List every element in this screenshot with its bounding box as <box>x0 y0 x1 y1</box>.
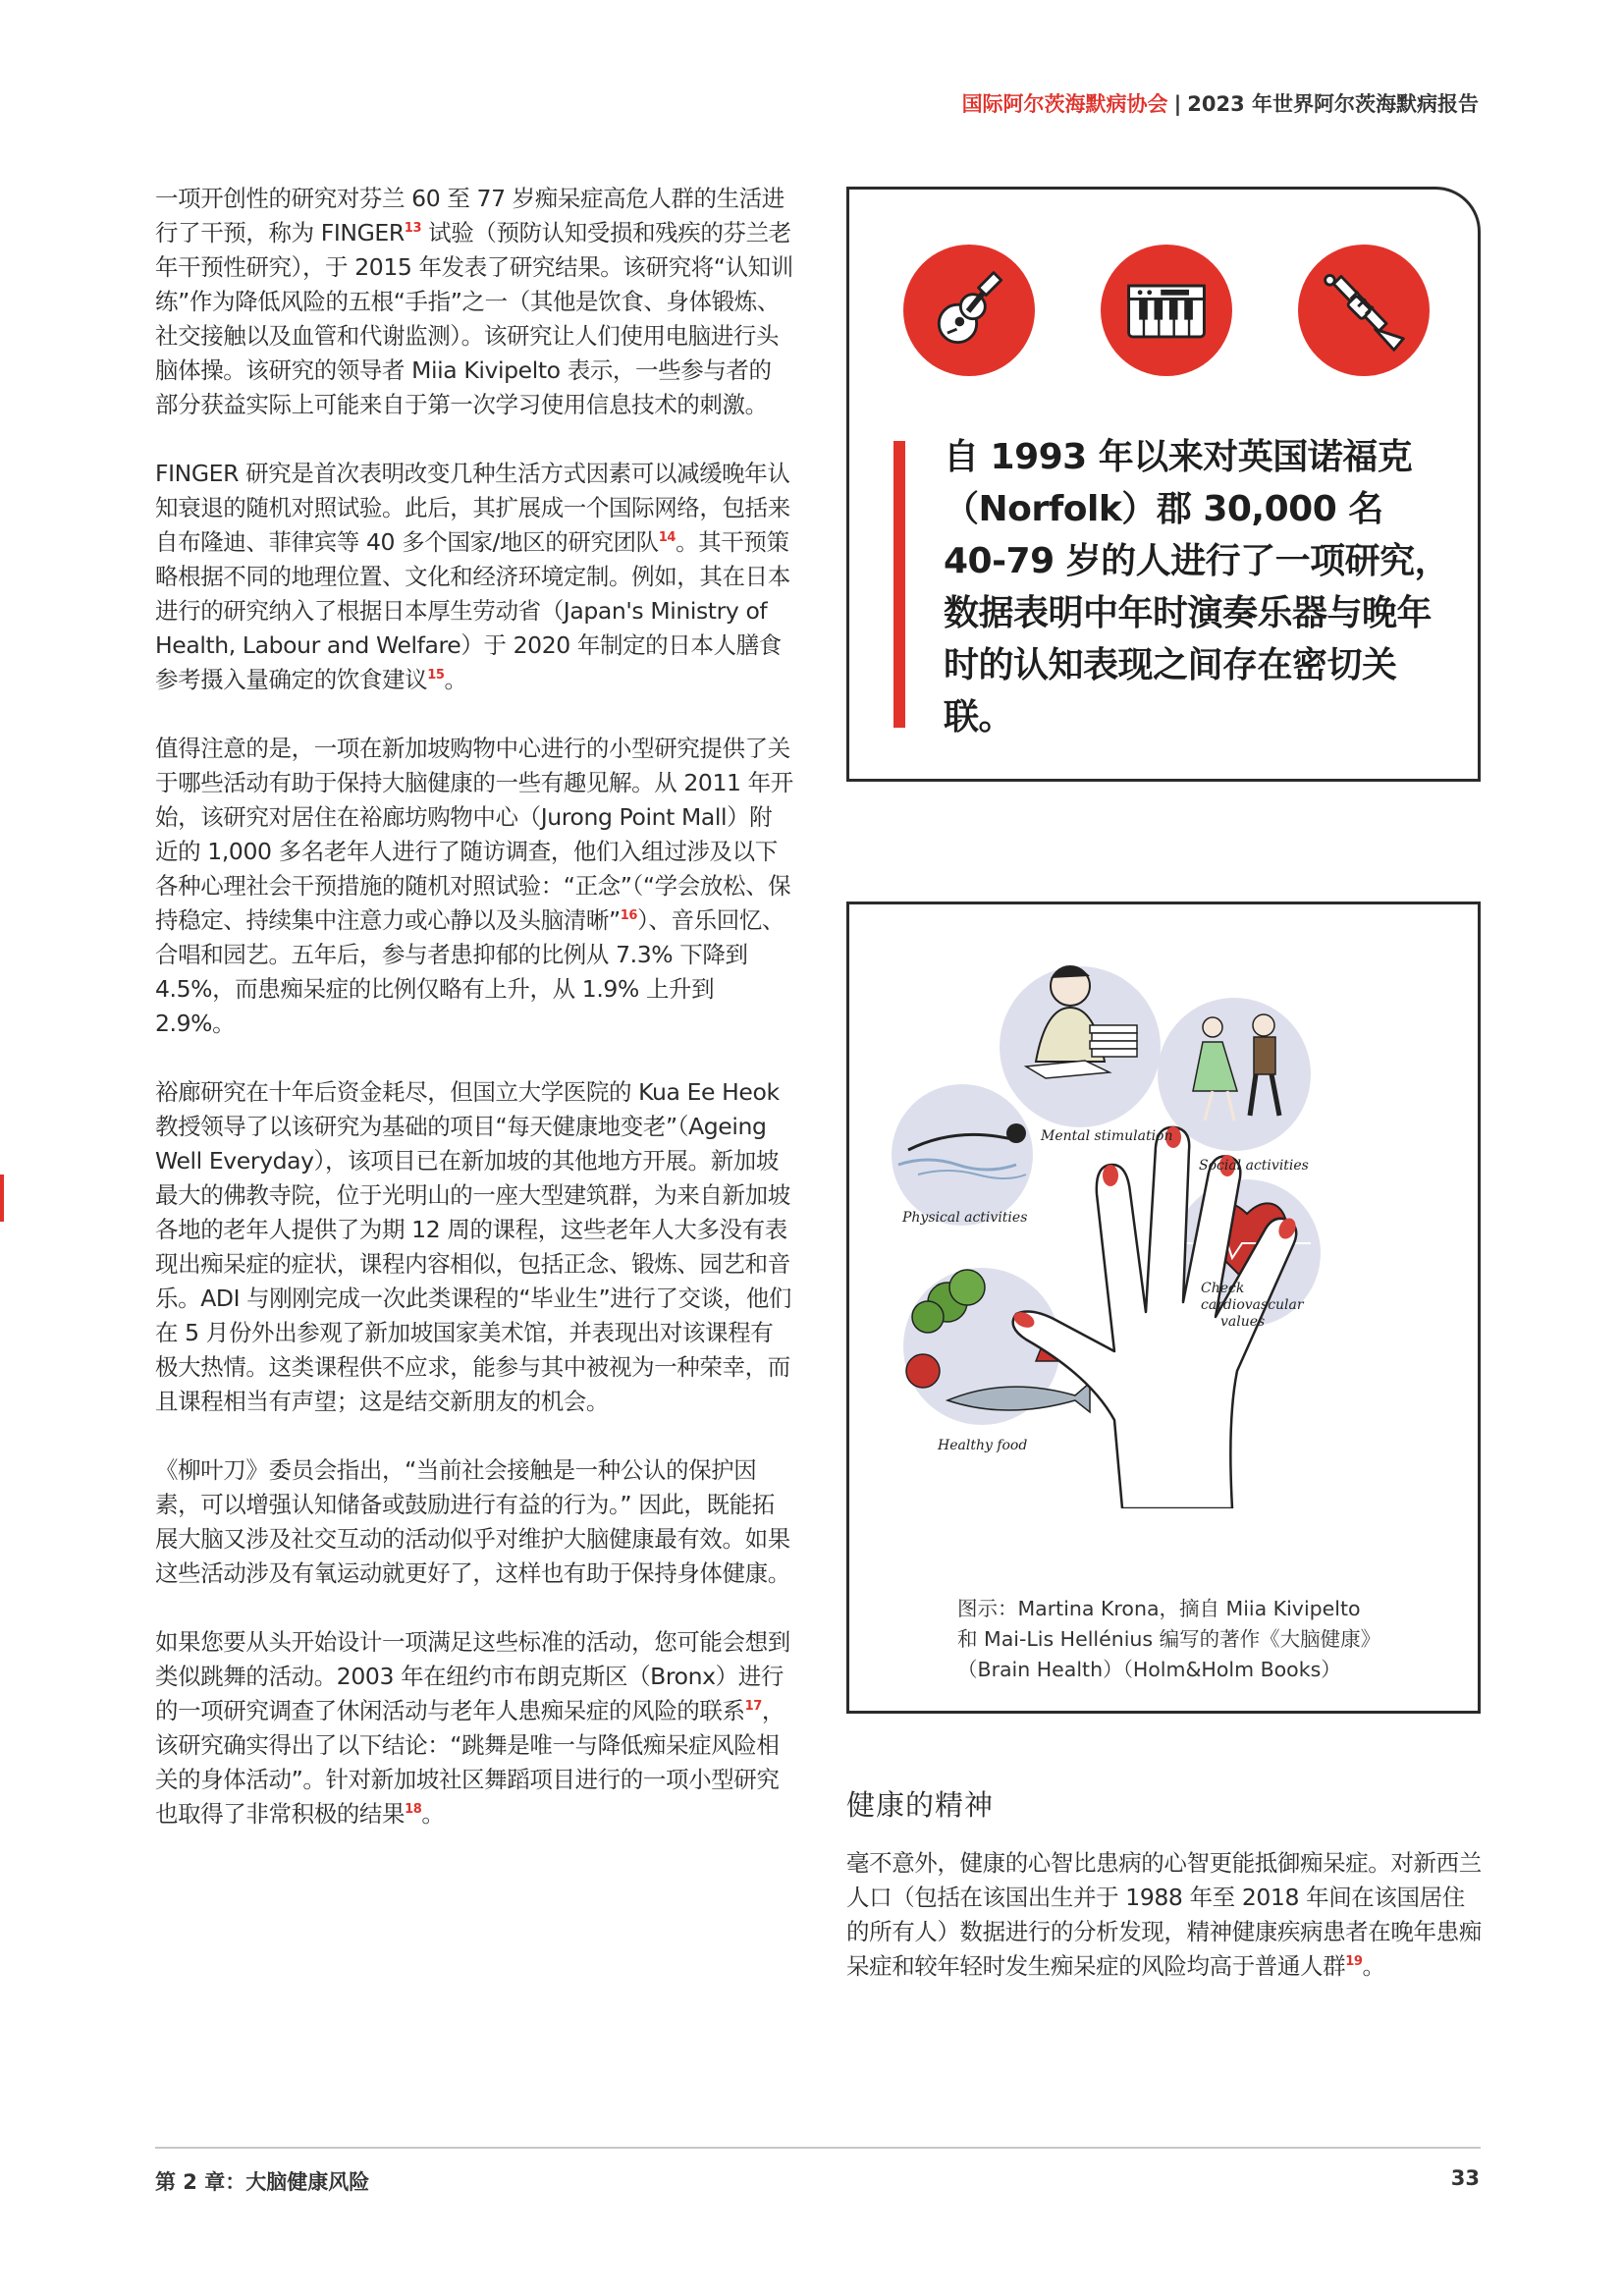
header-org: 国际阿尔茨海默病协会 <box>961 92 1168 116</box>
footnote-ref[interactable]: 18 <box>405 1802 422 1818</box>
physical-activities-bubble <box>892 1084 1033 1226</box>
label-cardio-line2: cardiovascular <box>1201 1297 1304 1313</box>
illustration-caption: 图示：Martina Krona，摘自 Miia Kivipelto 和 Mai-Lis Hellénius 编写的著作《大脑健康》 （Brain Health）（Holm&Holm Books） <box>957 1597 1381 1681</box>
label-healthy-food: Healthy food <box>938 1438 1028 1453</box>
header-separator: | <box>1173 92 1182 116</box>
brain-health-illustration <box>889 929 1440 1508</box>
illustration-box <box>846 902 1481 1714</box>
page-number: 33 <box>1450 2166 1480 2190</box>
footnote-ref[interactable]: 15 <box>427 668 445 683</box>
trumpet-icon <box>1298 245 1430 376</box>
callout-quote: 自 1993 年以来对英国诺福克（Norfolk）郡 30,000 名 40-79 岁的人进行了一项研究，数据表明中年时演奏乐器与晚年时的认知表现之间存在密切关联。 <box>944 437 1450 738</box>
paragraph-finger-network: FINGER 研究是首次表明改变几种生活方式因素可以减缓晚年认知衰退的随机对照试验。此后，其扩展成一个国际网络，包括来自布隆迪、菲律宾等 40 多个国家/地区的研究团队$^{14}$。其干预策略根据不同的地理位置、文化和经济环境定制。例如，其在日本进行的研究纳入了根据日本厚生劳动省（Japan's Ministry of Health, Labour and Welfare）于 2020 年制定的日本人膳食参考摄入量确定的饮食建议$^{15}$。 <box>155 460 790 693</box>
quote-accent-bar <box>893 441 905 728</box>
left-column <box>155 182 793 1866</box>
footnote-ref[interactable]: 19 <box>1345 1954 1363 1970</box>
footnote-ref[interactable]: 14 <box>658 530 676 546</box>
footnote-ref[interactable]: 17 <box>744 1699 762 1715</box>
label-cardio-line1: Check <box>1201 1281 1245 1296</box>
label-mental-stimulation: Mental stimulation <box>1041 1128 1173 1144</box>
guitar-icon <box>903 245 1035 376</box>
paragraph-dancing: 如果您要从头开始设计一项满足这些标准的活动，您可能会想到类似跳舞的活动。2003 年在纽约市布朗克斯区（Bronx）进行的一项研究调查了休闲活动与老年人患痴呆症的风险的联系$^{17}$，该研究确实得出了以下结论：“跳舞是唯一与降低痴呆症风险相关的身体活动”。针对新加坡社区舞蹈项目进行的一项小型研究也取得了非常积极的结果$^{18}$。 <box>155 1628 790 1828</box>
page-header <box>962 88 1479 118</box>
paragraph-lancet: 《柳叶刀》委员会指出，“当前社会接触是一种公认的保护因素，可以增强认知储备或鼓励进行有益的行为。” 因此，既能拓展大脑又涉及社交互动的活动似乎对维护大脑健康最有效。如果这些活动涉及有氧运动就更好了，这样也有助于保持身体健康。 <box>155 1456 790 1587</box>
footnote-ref[interactable]: 13 <box>404 221 422 237</box>
footnote-ref[interactable]: 16 <box>620 908 638 924</box>
margin-marker <box>0 1175 4 1222</box>
header-report-title: 2023 年世界阿尔茨海默病报告 <box>1187 92 1479 116</box>
label-social-activities: Social activities <box>1199 1158 1309 1174</box>
paragraph-mental-health: 毫不意外，健康的心智比患病的心智更能抵御痴呆症。对新西兰人口（包括在该国出生并于 1988 年至 2018 年间在该国居住的所有人）数据进行的分析发现，精神健康疾病患者在晚年患痴呆症和较年轻时发生痴呆症的风险均高于普通人群$^{19}$。 <box>846 1849 1482 1980</box>
paragraph-jurong: 值得注意的是，一项在新加坡购物中心进行的小型研究提供了关于哪些活动有助于保持大脑健康的一些有趣见解。从 2011 年开始，该研究对居住在裕廊坊购物中心（Jurong Point Mall）附近的 1,000 多名老年人进行了随访调查，他们入组过涉及以下各种心理社会干预措施的随机对照试验：“正念”（“学会放松、保持稳定、持续集中注意力或心静以及头脑清晰”$^{16}$）、音乐回忆、合唱和园艺。五年后，参与者患抑郁的比例从 7.3% 下降到 4.5%，而患痴呆症的比例仅略有上升，从 1.9% 上升到 2.9%。 <box>155 735 793 1037</box>
footer-chapter: 第 2 章：大脑健康风险 <box>155 2170 370 2194</box>
footer-divider <box>155 2147 1481 2149</box>
paragraph-finger: 一项开创性的研究对芬兰 60 至 77 岁痴呆症高危人群的生活进行了干预，称为 FINGER$^{13}$ 试验（预防认知受损和残疾的芬兰老年干预性研究），于 2015 年发表了研究结果。该研究将“认知训练”作为降低风险的五根“手指”之一（其他是饮食、身体锻炼、社交接触以及血管和代谢监测）。该研究让人们使用电脑进行头脑体操。该研究的领导者 Miia Kivipelto 表示，一些参与者的部分获益实际上可能来自于第一次学习使用信息技术的刺激。 <box>155 185 793 418</box>
section-title: 健康的精神 <box>846 1788 995 1822</box>
keyboard-icon <box>1101 245 1232 376</box>
music-callout-box <box>846 187 1481 782</box>
label-physical-activities: Physical activities <box>902 1210 1028 1226</box>
label-cardio-line3: values <box>1220 1314 1266 1330</box>
paragraph-ageing-well: 裕廊研究在十年后资金耗尽，但国立大学医院的 Kua Ee Heok 教授领导了以该研究为基础的项目“每天健康地变老”（Ageing Well Everyday），该项目已在新加坡的其他地方开展。新加坡最大的佛教寺院，位于光明山的一座大型建筑群，为来自新加坡各地的老年人提供了为期 12 周的课程，这些老年人大多没有表现出痴呆症的症状，课程内容相似，包括正念、锻炼、园艺和音乐。ADI 与刚刚完成一次此类课程的“毕业生”进行了交谈，他们在 5 月份外出参观了新加坡国家美术馆，并表现出对该课程有极大热情。这类课程供不应求，能参与其中被视为一种荣幸，而且课程相当有声望；这是结交新朋友的机会。 <box>155 1078 792 1415</box>
